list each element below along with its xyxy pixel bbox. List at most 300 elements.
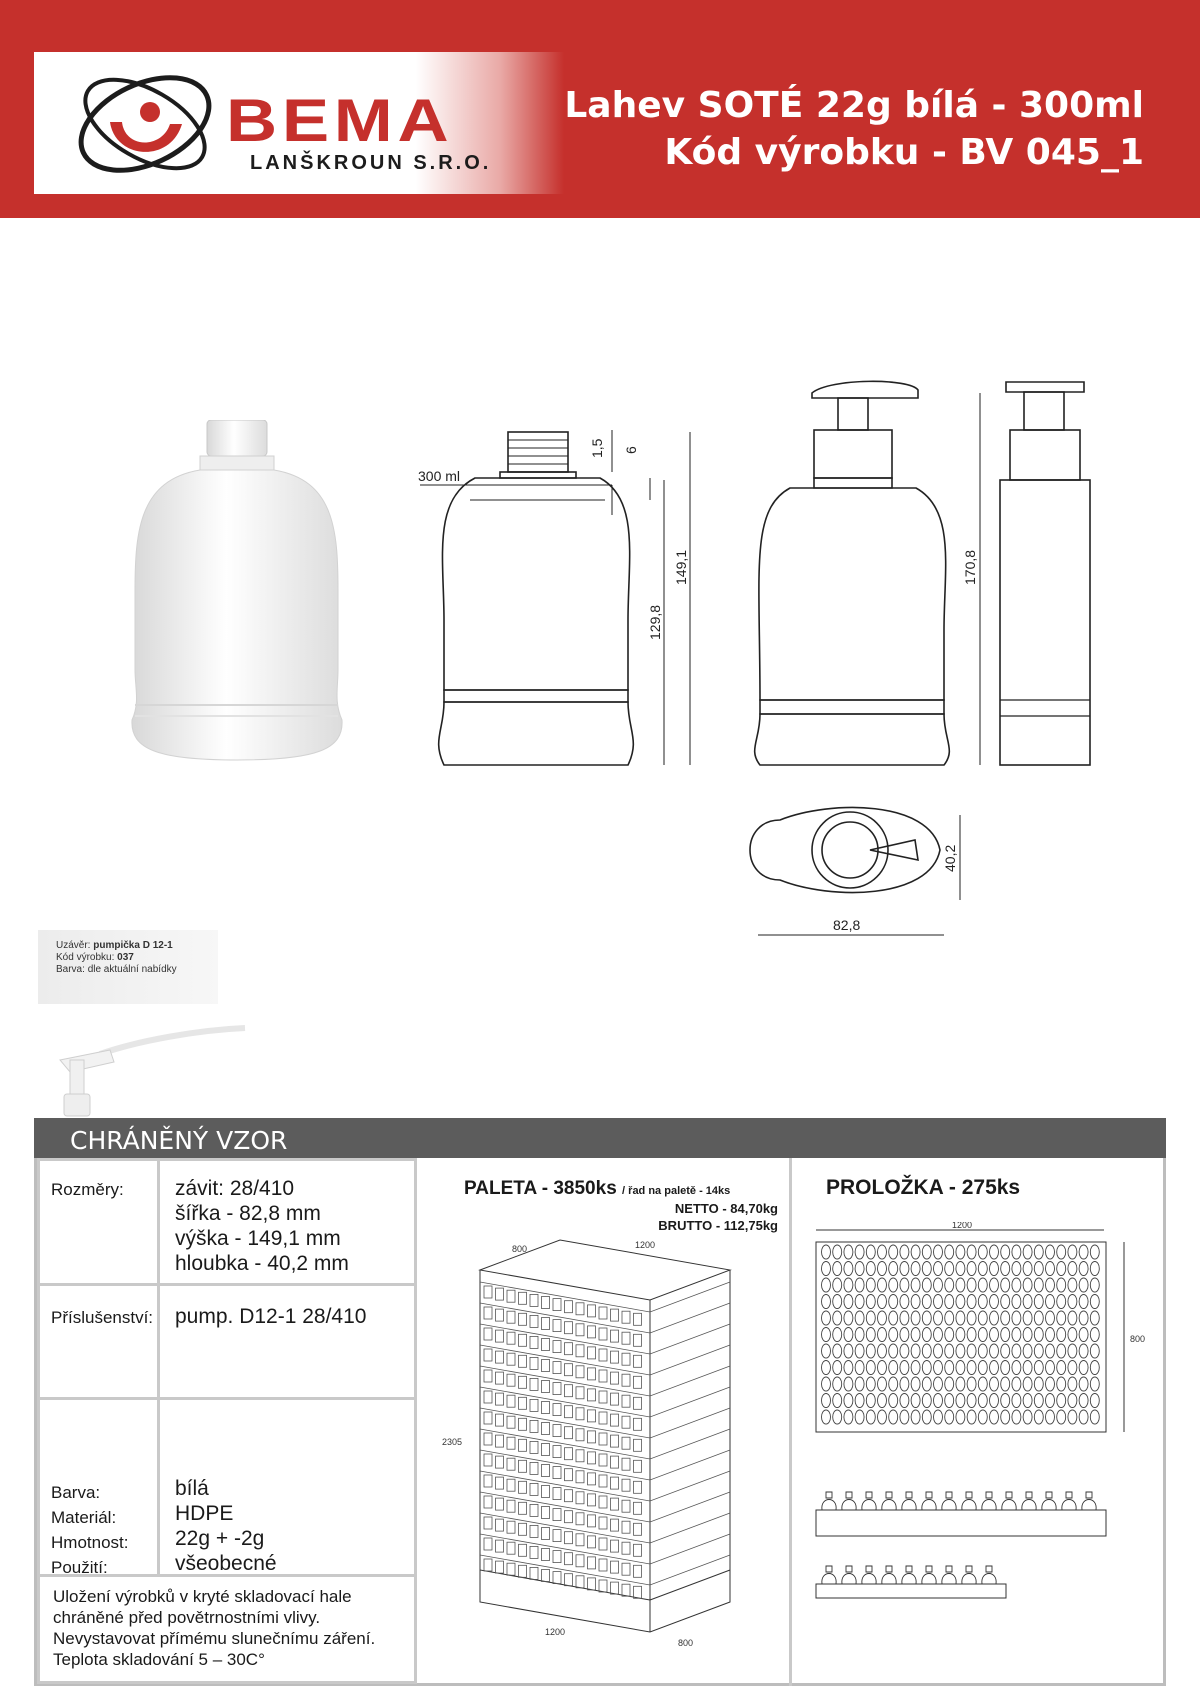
tray-cavity	[900, 1394, 909, 1408]
pallet-bottle-mark	[542, 1402, 550, 1414]
pouziti-value: všeobecné	[175, 1552, 277, 1575]
tray-bottle-mark	[842, 1566, 856, 1584]
tray-cavity	[1023, 1377, 1032, 1391]
tray-cavity	[866, 1410, 875, 1424]
pallet-bottle-mark	[634, 1544, 642, 1556]
tray-cavity	[833, 1394, 842, 1408]
tray-cavity	[833, 1328, 842, 1342]
pallet-bottle-mark	[484, 1349, 492, 1361]
paleta-weights	[638, 1200, 778, 1234]
tray-cavity	[1023, 1361, 1032, 1375]
pallet-bottle-mark	[622, 1479, 630, 1491]
tray-cavity	[844, 1410, 853, 1424]
closure-value: pumpička D 12-1	[93, 940, 173, 951]
tray-cavity	[866, 1278, 875, 1292]
pallet-bottle-mark	[530, 1441, 538, 1453]
pallet-bottle-mark	[576, 1471, 584, 1483]
pallet-bottle-mark	[507, 1374, 515, 1386]
tray-cavity	[978, 1262, 987, 1276]
tray-cavity	[934, 1410, 943, 1424]
tray-cavity	[1001, 1245, 1010, 1259]
pallet-bottle-mark	[507, 1353, 515, 1365]
tray-cavity	[1001, 1394, 1010, 1408]
pallet-bottle-mark	[530, 1567, 538, 1579]
pallet-bottle-mark	[507, 1458, 515, 1470]
pallet-bottle-mark	[553, 1299, 561, 1311]
pallet-bottle-mark	[565, 1490, 573, 1502]
tray-cavity	[990, 1344, 999, 1358]
tray-bottle-mark	[942, 1566, 956, 1584]
pallet-bottle-mark	[553, 1320, 561, 1332]
tray-cavity	[1046, 1311, 1055, 1325]
tray-cavity	[900, 1278, 909, 1292]
pallet-bottle-mark	[530, 1420, 538, 1432]
pallet-bottle-mark	[599, 1391, 607, 1403]
pallet-bottle-mark	[542, 1549, 550, 1561]
tray-cavity	[1079, 1328, 1088, 1342]
pallet-bottle-mark	[553, 1425, 561, 1437]
pallet-bottle-mark	[484, 1391, 492, 1403]
pallet-bottle-mark	[496, 1519, 504, 1531]
tray-cavity	[1023, 1311, 1032, 1325]
dim-6: 6	[623, 446, 639, 454]
pallet-bottle-mark	[611, 1372, 619, 1384]
pallet-bottle-mark	[634, 1586, 642, 1598]
tray-cavity	[1046, 1328, 1055, 1342]
pump-info-card	[38, 930, 218, 1004]
pallet-bottle-mark	[553, 1551, 561, 1563]
tray-cavity	[1046, 1410, 1055, 1424]
barva-value: bílá	[175, 1477, 209, 1500]
pallet-bottle-mark	[599, 1475, 607, 1487]
brand-name: BEMA	[226, 87, 454, 154]
tray-cavity	[1001, 1361, 1010, 1375]
tray-cavity	[1090, 1377, 1099, 1391]
pallet-bottle-mark	[553, 1362, 561, 1374]
hmotnost-label: Hmotnost:	[51, 1533, 129, 1552]
tray-cavity	[1057, 1295, 1066, 1309]
tray-cavity	[1068, 1311, 1077, 1325]
tray-cavity	[978, 1311, 987, 1325]
tray-cavity	[922, 1245, 931, 1259]
pallet-bottle-mark	[565, 1322, 573, 1334]
pallet-bottle-mark	[634, 1313, 642, 1325]
tray-cavity	[1012, 1361, 1021, 1375]
tray-bottle-mark	[1042, 1492, 1056, 1510]
rozmery-width: šířka - 82,8 mm	[175, 1202, 321, 1225]
prolozka-drawing	[812, 1222, 1152, 1662]
pallet-bottle-mark	[496, 1393, 504, 1405]
rozmery-height: výška - 149,1 mm	[175, 1227, 341, 1250]
tray-cavity	[911, 1262, 920, 1276]
tray-bottle-mark	[862, 1492, 876, 1510]
pallet-bottle-mark	[611, 1435, 619, 1447]
tray-cavity	[1057, 1278, 1066, 1292]
tray-cavity	[833, 1361, 842, 1375]
pallet-bottle-mark	[588, 1578, 596, 1590]
tray-cavity	[878, 1410, 887, 1424]
prolozka-title: PROLOŽKA - 275ks	[826, 1176, 1021, 1199]
tray-cavity	[967, 1245, 976, 1259]
tray-cavity	[1079, 1361, 1088, 1375]
tray-cavity	[1068, 1394, 1077, 1408]
tray-cavity	[1046, 1278, 1055, 1292]
code-value: 037	[117, 952, 134, 963]
tray-cavity	[878, 1394, 887, 1408]
prislusenstvi-label: Příslušenství:	[51, 1308, 154, 1327]
tray-cavity	[900, 1410, 909, 1424]
pallet-bottle-mark	[611, 1330, 619, 1342]
tray-cavity	[1068, 1344, 1077, 1358]
pallet-bottle-mark	[565, 1385, 573, 1397]
pallet-bottle-mark	[611, 1414, 619, 1426]
pallet-bottle-mark	[519, 1502, 527, 1514]
pallet-bottle-mark	[634, 1460, 642, 1472]
dim-1-5: 1,5	[589, 438, 605, 458]
tray-cavity	[822, 1262, 831, 1276]
pallet-bottle-mark	[542, 1360, 550, 1372]
pallet-bottle-mark	[634, 1565, 642, 1577]
tray-cavity	[866, 1377, 875, 1391]
tray-cavity	[1012, 1278, 1021, 1292]
pallet-bottle-mark	[507, 1500, 515, 1512]
dim-170-8: 170,8	[962, 549, 978, 585]
pallet-bottle-mark	[565, 1553, 573, 1565]
pallet-bottle-mark	[576, 1576, 584, 1588]
tray-cavity	[978, 1245, 987, 1259]
tray-cavity	[855, 1245, 864, 1259]
tray-bottle-mark	[922, 1492, 936, 1510]
tray-cavity	[1046, 1394, 1055, 1408]
tray-cavity	[911, 1410, 920, 1424]
tray-bottle-mark	[1082, 1492, 1096, 1510]
pallet-bottle-mark	[530, 1357, 538, 1369]
pallet-bottle-mark	[496, 1477, 504, 1489]
tray-cavity	[822, 1245, 831, 1259]
pallet-bottle-mark	[599, 1307, 607, 1319]
pallet-bottle-mark	[507, 1395, 515, 1407]
title-line-2: Kód výrobku - BV 045_1	[664, 132, 1144, 173]
tray-cavity	[1012, 1295, 1021, 1309]
pallet-bottle-mark	[576, 1534, 584, 1546]
tray-cavity	[956, 1295, 965, 1309]
tray-cavity	[1001, 1410, 1010, 1424]
tray-cavity	[1012, 1410, 1021, 1424]
tray-cavity	[1068, 1245, 1077, 1259]
pallet-bottle-mark	[553, 1383, 561, 1395]
tray-cavity	[822, 1328, 831, 1342]
pallet-bottle-mark	[519, 1418, 527, 1430]
pallet-layer-line	[480, 1429, 730, 1459]
tray-cavity	[911, 1278, 920, 1292]
tray-bottle-mark	[982, 1492, 996, 1510]
pallet-drawing	[440, 1230, 780, 1670]
tray-cavity	[1057, 1245, 1066, 1259]
pallet-dim-800-top: 800	[512, 1244, 528, 1254]
tray-cavity	[978, 1344, 987, 1358]
tray-cavity	[990, 1394, 999, 1408]
pallet-bottle-mark	[542, 1486, 550, 1498]
pallet-bottle-mark	[484, 1559, 492, 1571]
tray-cavity	[1068, 1410, 1077, 1424]
pallet-bottle-mark	[542, 1507, 550, 1519]
tray-cavity	[990, 1311, 999, 1325]
tray-bottle-mark	[1062, 1492, 1076, 1510]
pallet-bottle-mark	[519, 1376, 527, 1388]
pallet-bottle-mark	[576, 1366, 584, 1378]
pallet-layer-line	[480, 1303, 730, 1333]
tray-cavity	[844, 1295, 853, 1309]
tray-cavity	[956, 1394, 965, 1408]
pallet-layer-line	[480, 1366, 730, 1396]
tray-cavity	[833, 1295, 842, 1309]
tray-cavity	[922, 1361, 931, 1375]
tray-cavity	[1023, 1394, 1032, 1408]
tray-cavity	[855, 1262, 864, 1276]
pallet-bottle-mark	[634, 1334, 642, 1346]
tray-cavity	[833, 1245, 842, 1259]
tray-cavity	[911, 1344, 920, 1358]
spec-left-table	[37, 1158, 417, 1683]
tray-cavity	[945, 1377, 954, 1391]
pallet-bottle-mark	[576, 1450, 584, 1462]
pallet-bottle-mark	[553, 1572, 561, 1584]
tray-cavity	[889, 1262, 898, 1276]
tray-cavity	[900, 1245, 909, 1259]
tray-cavity	[1034, 1245, 1043, 1259]
tray-cavity	[855, 1361, 864, 1375]
pallet-bottle-mark	[496, 1330, 504, 1342]
rozmery-values	[175, 1176, 349, 1276]
tray-cavity	[889, 1361, 898, 1375]
pallet-bottle-mark	[599, 1454, 607, 1466]
tray-cavity	[900, 1328, 909, 1342]
pallet-bottle-mark	[576, 1492, 584, 1504]
tray-cavity	[945, 1328, 954, 1342]
tray-cavity	[878, 1377, 887, 1391]
pallet-bottle-mark	[484, 1433, 492, 1445]
tray-cavity	[956, 1262, 965, 1276]
pallet-bottle-mark	[507, 1290, 515, 1302]
tray-cavity	[1079, 1262, 1088, 1276]
tray-cavity	[1046, 1377, 1055, 1391]
tray-cavity	[1034, 1410, 1043, 1424]
pallet-layer-line	[480, 1450, 730, 1480]
tray-cavity	[1090, 1410, 1099, 1424]
pump-photo	[40, 1020, 250, 1130]
tray-cavity	[1057, 1262, 1066, 1276]
tray-cavity	[844, 1262, 853, 1276]
tray-bottle-mark	[862, 1566, 876, 1584]
tray-cavity	[956, 1344, 965, 1358]
pallet-bottle-mark	[622, 1332, 630, 1344]
tray-cavity	[900, 1311, 909, 1325]
pallet-bottle-mark	[622, 1416, 630, 1428]
tray-cavity	[922, 1262, 931, 1276]
tray-cavity	[855, 1394, 864, 1408]
tray-cavity	[844, 1278, 853, 1292]
tray-cavity	[878, 1278, 887, 1292]
pallet-bottle-mark	[519, 1397, 527, 1409]
pallet-bottle-mark	[599, 1412, 607, 1424]
tray-cavity	[1057, 1377, 1066, 1391]
tray-cavity	[1068, 1278, 1077, 1292]
hmotnost-value: 22g + -2g	[175, 1527, 265, 1550]
pallet-bottle-mark	[611, 1351, 619, 1363]
paleta-count: PALETA - 3850ks	[464, 1178, 617, 1199]
tray-cavity	[922, 1328, 931, 1342]
tray-bottle-mark	[962, 1492, 976, 1510]
pallet-bottle-mark	[507, 1542, 515, 1554]
pallet-bottle-mark	[553, 1446, 561, 1458]
tray-cavity	[1034, 1328, 1043, 1342]
tray-cavity	[967, 1344, 976, 1358]
tray-cavity	[1057, 1328, 1066, 1342]
tray-cavity	[878, 1328, 887, 1342]
pallet-bottle-mark	[634, 1523, 642, 1535]
pallet-bottle-mark	[484, 1412, 492, 1424]
tray-cavity	[889, 1410, 898, 1424]
tray-cavity	[1068, 1262, 1077, 1276]
tray-bottle-mark	[982, 1566, 996, 1584]
pallet-bottle-mark	[484, 1517, 492, 1529]
tray-cavity	[1034, 1377, 1043, 1391]
tray-bottle-mark	[962, 1566, 976, 1584]
tray-cavity	[1012, 1245, 1021, 1259]
tray-cavity	[945, 1361, 954, 1375]
tray-cavity	[978, 1377, 987, 1391]
tray-cavity	[1034, 1394, 1043, 1408]
tray-cavity	[866, 1295, 875, 1309]
tray-cavity	[1079, 1377, 1088, 1391]
pallet-bottle-mark	[565, 1469, 573, 1481]
tray-cavity	[889, 1278, 898, 1292]
pallet-bottle-mark	[599, 1370, 607, 1382]
pallet-bottle-mark	[634, 1481, 642, 1493]
pallet-bottle-mark	[622, 1353, 630, 1365]
pallet-bottle-mark	[565, 1406, 573, 1418]
tray-cavity	[922, 1377, 931, 1391]
pallet-bottle-mark	[611, 1393, 619, 1405]
tray-cavity	[978, 1278, 987, 1292]
pallet-layer-line	[480, 1555, 730, 1585]
tray-cavity	[934, 1361, 943, 1375]
pallet-bottle-mark	[611, 1477, 619, 1489]
tray-cavity	[1079, 1245, 1088, 1259]
pallet-bottle-mark	[576, 1408, 584, 1420]
tray-cavity	[1090, 1295, 1099, 1309]
tray-cavity	[1034, 1295, 1043, 1309]
pallet-bottle-mark	[622, 1500, 630, 1512]
tray-cavity	[990, 1410, 999, 1424]
pallet-layer-line	[480, 1387, 730, 1417]
tray-cavity	[844, 1361, 853, 1375]
pallet-bottle-mark	[565, 1574, 573, 1586]
tray-cavity	[889, 1311, 898, 1325]
tray-cavity	[1079, 1295, 1088, 1309]
tray-cavity	[956, 1278, 965, 1292]
tray-cavity	[1090, 1278, 1099, 1292]
tray-cavity	[911, 1377, 920, 1391]
tray-cavity	[934, 1295, 943, 1309]
pallet-bottle-mark	[484, 1328, 492, 1340]
tray-cavity	[945, 1262, 954, 1276]
pallet-bottle-mark	[519, 1439, 527, 1451]
pallet-bottle-mark	[622, 1563, 630, 1575]
cell-prislusenstvi	[37, 1283, 417, 1400]
tray-cavity	[844, 1328, 853, 1342]
pallet-bottle-mark	[588, 1347, 596, 1359]
tray-cavity	[833, 1377, 842, 1391]
tray-cavity	[1023, 1278, 1032, 1292]
pallet-bottle-mark	[530, 1462, 538, 1474]
pallet-bottle-mark	[484, 1454, 492, 1466]
pallet-bottle-mark	[565, 1343, 573, 1355]
tray-cavity	[945, 1295, 954, 1309]
pallet-layer-line	[480, 1408, 730, 1438]
tray-cavity	[833, 1262, 842, 1276]
tray-cavity	[934, 1311, 943, 1325]
tray-cavity	[866, 1394, 875, 1408]
pallet-bottle-mark	[519, 1313, 527, 1325]
tray-cavity	[844, 1311, 853, 1325]
pallet-bottle-mark	[496, 1414, 504, 1426]
prislusenstvi-value: pump. D12-1 28/410	[175, 1305, 367, 1328]
pallet-bottle-mark	[530, 1378, 538, 1390]
tray-cavity	[934, 1278, 943, 1292]
volume-label: 300 ml	[418, 468, 461, 484]
tray-cavity	[1090, 1245, 1099, 1259]
tray-cavity	[866, 1344, 875, 1358]
tray-bottle-mark	[902, 1566, 916, 1584]
pallet-bottle-mark	[542, 1318, 550, 1330]
tray-cavity	[990, 1361, 999, 1375]
tray-cavity	[945, 1311, 954, 1325]
pallet-bottle-mark	[530, 1336, 538, 1348]
pallet-bottle-mark	[553, 1467, 561, 1479]
tray-cavity	[889, 1394, 898, 1408]
pallet-bottle-mark	[576, 1345, 584, 1357]
tray-cavity	[934, 1377, 943, 1391]
pallet-bottle-mark	[622, 1584, 630, 1596]
section-header	[34, 1118, 1166, 1158]
tray-cavity	[945, 1394, 954, 1408]
pallet-bottle-mark	[576, 1513, 584, 1525]
pallet-bottle-mark	[507, 1332, 515, 1344]
pallet-bottle-mark	[519, 1334, 527, 1346]
pallet-layer-line	[480, 1471, 730, 1501]
tray-cavity	[878, 1361, 887, 1375]
pallet-bottle-mark	[588, 1431, 596, 1443]
pallet-bottle-mark	[496, 1351, 504, 1363]
tray-cavity	[1034, 1311, 1043, 1325]
pallet-bottle-mark	[507, 1563, 515, 1575]
tray-cavity	[967, 1295, 976, 1309]
pallet-layer-line	[480, 1492, 730, 1522]
tray-cavity	[990, 1377, 999, 1391]
tray-bottle-mark	[902, 1492, 916, 1510]
tray-cavity	[1001, 1311, 1010, 1325]
tray-cavity	[967, 1361, 976, 1375]
tray-cavity	[922, 1394, 931, 1408]
tray-cavity	[1079, 1394, 1088, 1408]
pallet-bottle-mark	[588, 1536, 596, 1548]
tray-cavity	[1012, 1377, 1021, 1391]
pallet-bottle-mark	[599, 1433, 607, 1445]
tray-cavity	[889, 1377, 898, 1391]
pallet-bottle-mark	[507, 1521, 515, 1533]
pallet-bottle-mark	[496, 1309, 504, 1321]
